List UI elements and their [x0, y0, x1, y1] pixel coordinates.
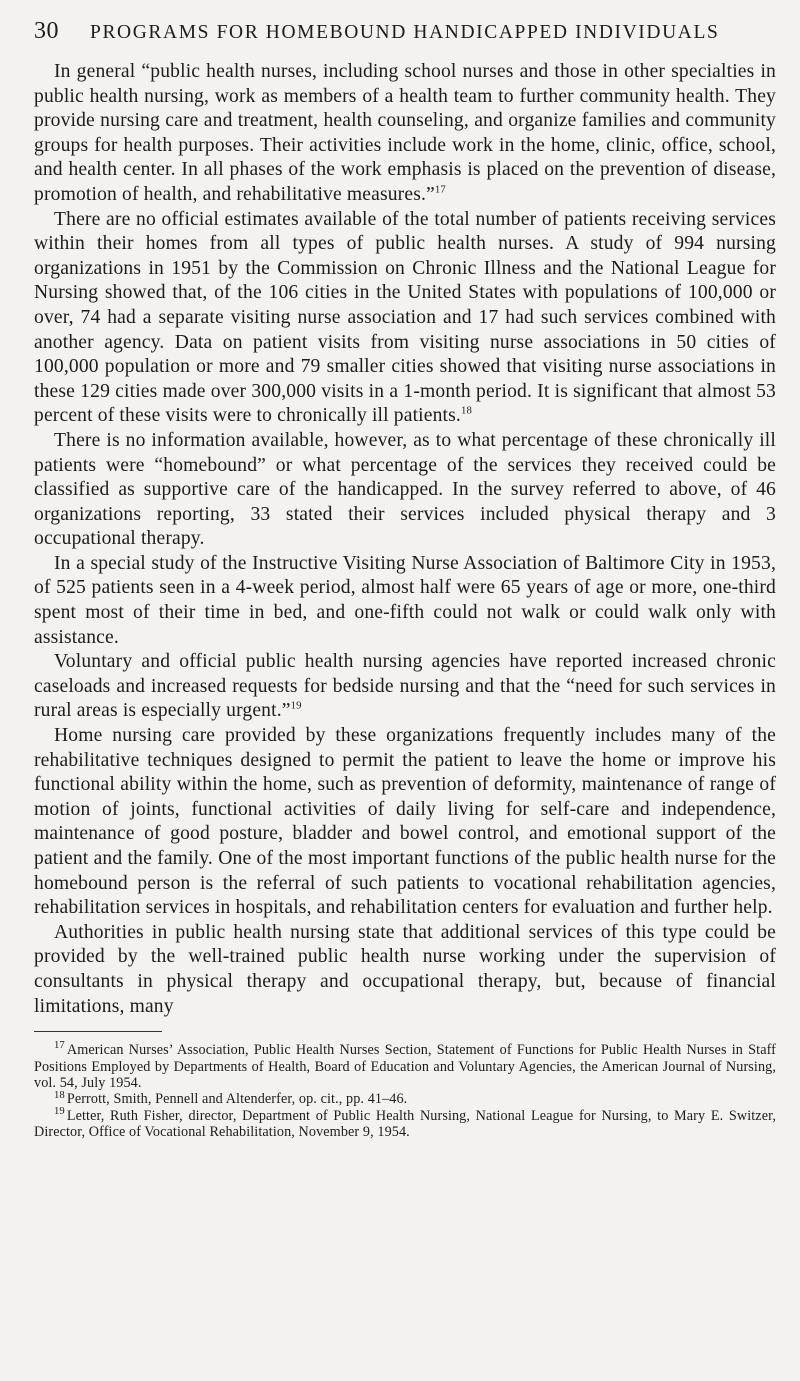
- footnote-text: Letter, Ruth Fisher, director, Department of Public Health Nursing, National League for Nursing, to Mary E. Switzer, Director, Office of Vocational Rehabilitation, November 9, 1954.: [34, 1107, 776, 1141]
- paragraph-text: Authorities in public health nursing state that additional services of this type could be provided by the well-trained public health nurse working under the supervision of consultants in physical therapy and occupational therapy, but, because of financial limitations, many: [34, 921, 776, 1017]
- footnote-ref: 18: [460, 404, 473, 417]
- footnote: [34, 1042, 776, 1091]
- footnote-text: American Nurses’ Association, Public Health Nurses Section, Statement of Functions for Public Health Nurses in Staff Positions Employed by Departments of Health, Board of Education and Voluntary Agencies, the American Journal of Nursing, vol. 54, July 1954.: [34, 1042, 776, 1091]
- paragraph-text: In general “public health nurses, including school nurses and those in other specialties in public health nursing, work as members of a health team to further community health. They provide nursing care and treatment, health counseling, and organize families and community groups for health purposes. Their activities include work in the home, clinic, office, school, and health center. In all phases of the work emphasis is placed on the prevention of disease, promotion of health, and rehabilitative measures.”: [34, 61, 776, 205]
- paragraph: [34, 429, 776, 552]
- footnote-ref: 19: [290, 699, 302, 712]
- footnotes: [34, 1042, 776, 1140]
- paragraph-text: Voluntary and official public health nursing agencies have reported increased chronic caseloads and increased requests for bedside nursing and that the “need for such services in rural areas is especially urgent.”: [34, 651, 776, 722]
- paragraph-text: There are no official estimates available of the total number of patients receiving services within their homes from all types of public health nurses. A study of 994 nursing organizations in 1951 by the Commission on Chronic Illness and the National League for Nursing showed that, of the 106 cities in the United States with populations of 100,000 or over, 74 had a separate visiting nurse association and 17 had such services combined with another agency. Data on patient visits from visiting nurse associations in 50 cities of 100,000 population or more and 79 smaller cities showed that visiting nurse associations in these 129 cities made over 300,000 visits in a 1-month period. It is significant that almost 53 percent of these visits were to chronically ill patients.: [34, 208, 776, 427]
- paragraph: [34, 921, 776, 1019]
- paragraph-text: Home nursing care provided by these organizations frequently includes many of the rehabilitative techniques designed to permit the patient to leave the home or improve his functional ability within the home, such as prevention of deformity, maintenance of range of motion of joints, functional activities of daily living for self-care and independence, maintenance of good posture, bladder and bowel control, and emotional support of the patient and the family. One of the most important functions of the public health nurse for the homebound person is the referral of such patients to vocational rehabilitation agencies, rehabilitation services in hospitals, and rehabilitation centers for evaluation and further help.: [34, 725, 776, 919]
- footnote-number: 19: [54, 1106, 65, 1118]
- page-number: 30: [34, 18, 59, 44]
- paragraph: [34, 60, 776, 208]
- footnote-text: Perrott, Smith, Pennell and Altenderfer, op. cit., pp. 41–46.: [66, 1091, 408, 1108]
- paragraph: [34, 552, 776, 650]
- document-page: [34, 18, 776, 1141]
- footnote-ref: 17: [434, 183, 446, 196]
- footnote: [34, 1108, 776, 1141]
- footnote: [34, 1091, 776, 1107]
- paragraph-text: In a special study of the Instructive Visiting Nurse Association of Baltimore City in 1953, of 525 patients seen in a 4-week period, almost half were 65 years of age or more, one-third spent most of their time in bed, and one-fifth could not walk or could walk only with assistance.: [34, 552, 776, 648]
- paragraph: [34, 208, 776, 429]
- running-title: PROGRAMS FOR HOMEBOUND HANDICAPPED INDIVIDUALS: [90, 22, 720, 43]
- footnote-divider: [34, 1031, 162, 1032]
- body-text: [34, 60, 776, 1019]
- footnote-number: 17: [54, 1040, 65, 1052]
- running-header: [34, 18, 776, 54]
- paragraph-text: There is no information available, however, as to what percentage of these chronically ill patients were “homebound” or what percentage of the services they received could be classified as supportive care of the handicapped. In the survey referred to above, of 46 organizations reporting, 33 stated their services included physical therapy and 3 occupational therapy.: [34, 429, 776, 550]
- paragraph: [34, 650, 776, 724]
- footnote-number: 18: [54, 1089, 65, 1101]
- paragraph: [34, 724, 776, 921]
